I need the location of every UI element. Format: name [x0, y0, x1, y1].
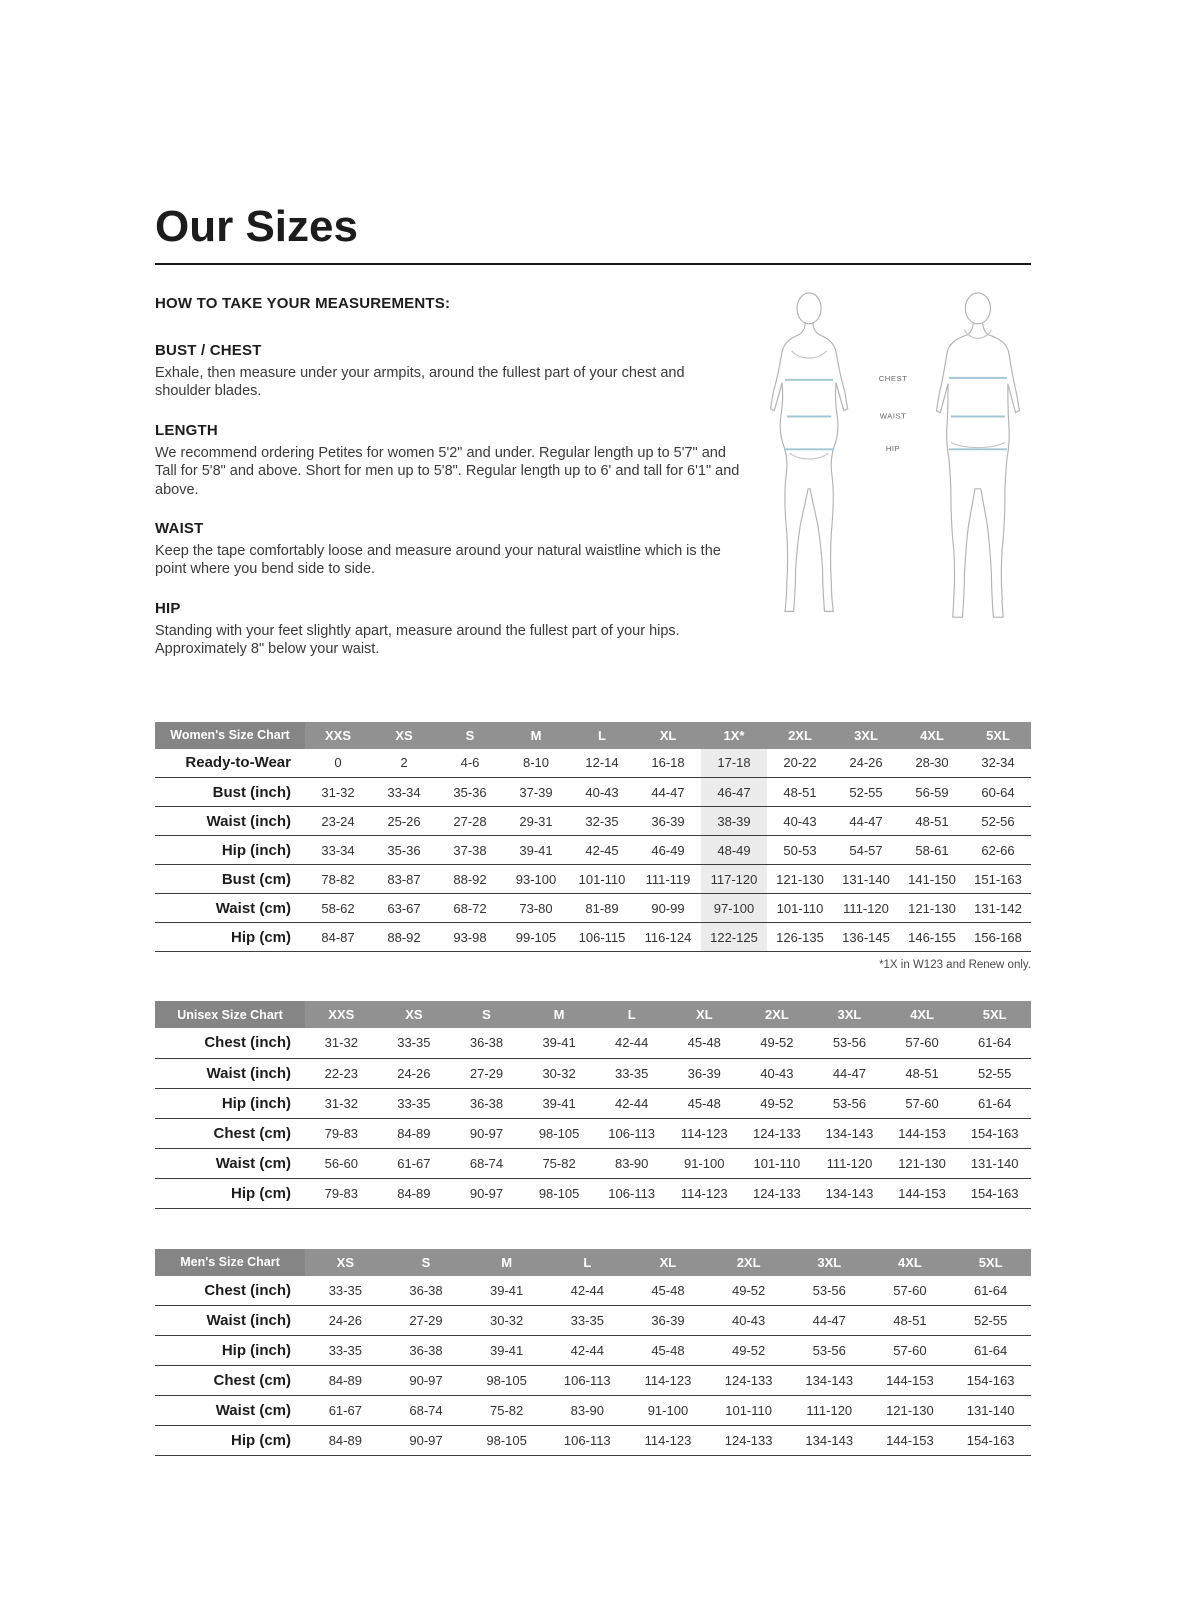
- size-cell: 33-35: [397, 1035, 431, 1051]
- size-cell: 83-90: [595, 1148, 668, 1178]
- size-cell: 124-133: [708, 1366, 789, 1396]
- page-title: Our Sizes: [155, 202, 358, 251]
- size-cell: 106-115: [569, 923, 635, 952]
- size-cell: 111-119: [635, 865, 701, 894]
- size-cell: 24-26: [378, 1058, 451, 1088]
- table-row: [155, 1366, 1031, 1396]
- size-column-header: XXS: [305, 1001, 378, 1028]
- size-cell: 114-123: [628, 1426, 709, 1456]
- size-cell: 131-140: [958, 1148, 1031, 1178]
- size-column-header: 2XL: [741, 1001, 814, 1028]
- size-cell: 40-43: [708, 1306, 789, 1336]
- size-cell: 36-38: [469, 1035, 504, 1051]
- size-cell: 68-74: [450, 1148, 523, 1178]
- size-cell: 31-32: [305, 1088, 378, 1118]
- size-cell: 144-153: [886, 1178, 959, 1208]
- size-cell: 36-38: [450, 1088, 523, 1118]
- size-cell: 44-47: [813, 1058, 886, 1088]
- size-cell: 23-24: [305, 807, 371, 836]
- size-column-header: M: [503, 722, 569, 749]
- size-cell: 24-26: [849, 755, 883, 771]
- size-cell: 0: [334, 755, 342, 771]
- table-row: [155, 1028, 1031, 1058]
- size-cell: 144-153: [870, 1426, 951, 1456]
- size-column-header: XL: [628, 1249, 709, 1276]
- size-cell: 134-143: [789, 1426, 870, 1456]
- table-row: [155, 1148, 1031, 1178]
- size-cell: 98-105: [466, 1366, 547, 1396]
- size-cell: 39-41: [503, 836, 569, 865]
- size-column-header: XXS: [305, 722, 371, 749]
- table-row: [155, 1088, 1031, 1118]
- size-cell: 57-60: [886, 1088, 959, 1118]
- size-column-header: M: [466, 1249, 547, 1276]
- instruction-body: Keep the tape comfortably loose and measure around your natural waistline which is the point where you bend side to side.: [155, 543, 721, 578]
- size-cell: 61-67: [378, 1148, 451, 1178]
- size-column-header: 5XL: [950, 1249, 1031, 1276]
- size-cell: 121-130: [886, 1148, 959, 1178]
- size-cell: 98-105: [523, 1178, 596, 1208]
- size-cell: 48-51: [886, 1058, 959, 1088]
- size-cell: 151-163: [965, 865, 1031, 894]
- size-cell: 124-133: [741, 1178, 814, 1208]
- size-cell: 33-35: [328, 1282, 362, 1298]
- size-cell: 117-120: [701, 865, 767, 894]
- female-figure-outline: [770, 293, 847, 611]
- row-label: Hip (inch): [155, 1088, 305, 1118]
- row-label: Hip (inch): [155, 836, 305, 865]
- size-cell: 52-56: [965, 807, 1031, 836]
- size-cell: 16-18: [651, 755, 685, 771]
- size-cell: 35-36: [371, 836, 437, 865]
- size-cell: 52-55: [958, 1058, 1031, 1088]
- size-cell: 57-60: [893, 1282, 927, 1298]
- size-cell: 93-98: [437, 923, 503, 952]
- size-cell: 58-61: [899, 836, 965, 865]
- size-cell: 68-72: [437, 894, 503, 923]
- size-cell: 98-105: [466, 1426, 547, 1456]
- chest-label: CHEST: [878, 373, 908, 383]
- table-row: [155, 807, 1031, 836]
- size-cell: 84-87: [305, 923, 371, 952]
- size-cell: 40-43: [741, 1058, 814, 1088]
- size-column-header: S: [386, 1249, 467, 1276]
- size-cell: 30-32: [523, 1058, 596, 1088]
- size-cell: 114-123: [668, 1178, 741, 1208]
- size-cell: 156-168: [965, 923, 1031, 952]
- size-cell: 45-48: [687, 1035, 721, 1051]
- size-cell: 93-100: [503, 865, 569, 894]
- size-column-header: 5XL: [965, 722, 1031, 749]
- size-cell: 131-140: [950, 1396, 1031, 1426]
- size-cell: 57-60: [870, 1336, 951, 1366]
- size-cell: 45-48: [628, 1336, 709, 1366]
- size-column-header: L: [595, 1001, 668, 1028]
- table-row: [155, 923, 1031, 952]
- size-cell: 114-123: [628, 1366, 709, 1396]
- size-cell: 121-130: [767, 865, 833, 894]
- table-title: Women's Size Chart: [155, 722, 305, 749]
- size-cell: 33-35: [305, 1336, 386, 1366]
- size-cell: 97-100: [701, 894, 767, 923]
- size-cell: 56-60: [305, 1148, 378, 1178]
- size-cell: 29-31: [503, 807, 569, 836]
- size-cell: 39-41: [542, 1035, 576, 1051]
- size-cell: 4-6: [460, 755, 480, 771]
- size-cell: 36-38: [386, 1336, 467, 1366]
- size-cell: 61-67: [305, 1396, 386, 1426]
- size-cell: 141-150: [899, 865, 965, 894]
- size-cell: 42-45: [569, 836, 635, 865]
- womens-size-chart-table: [155, 722, 1031, 953]
- size-cell: 101-110: [741, 1148, 814, 1178]
- size-cell: 56-59: [899, 778, 965, 807]
- table-row: [155, 1178, 1031, 1208]
- size-cell: 49-52: [731, 1282, 766, 1298]
- table-row: [155, 865, 1031, 894]
- size-cell: 58-62: [305, 894, 371, 923]
- size-chart-footnote: *1X in W123 and Renew only.: [879, 959, 1031, 972]
- instruction-title: BUST / CHEST: [155, 342, 262, 359]
- size-column-header: XS: [371, 722, 437, 749]
- size-cell: 154-163: [958, 1118, 1031, 1148]
- size-cell: 53-56: [789, 1336, 870, 1366]
- instructions-heading: HOW TO TAKE YOUR MEASUREMENTS:: [155, 295, 451, 312]
- table-row: [155, 1396, 1031, 1426]
- size-cell: 63-67: [371, 894, 437, 923]
- instruction-title: HIP: [155, 599, 181, 617]
- size-column-header: S: [437, 722, 503, 749]
- size-cell: 90-97: [450, 1118, 523, 1148]
- size-cell: 84-89: [378, 1178, 451, 1208]
- row-label: Bust (cm): [155, 865, 305, 894]
- table-row: [155, 836, 1031, 865]
- size-cell: 32-34: [981, 755, 1015, 771]
- size-cell: 126-135: [767, 923, 833, 952]
- size-cell: 48-51: [870, 1306, 951, 1336]
- size-cell: 81-89: [569, 894, 635, 923]
- size-cell: 33-34: [305, 836, 371, 865]
- instruction-length: [155, 422, 756, 499]
- instruction-hip: [155, 600, 756, 659]
- size-cell: 48-51: [899, 807, 965, 836]
- size-cell: 154-163: [950, 1366, 1031, 1396]
- size-cell: 154-163: [958, 1178, 1031, 1208]
- table-row: [155, 749, 1031, 778]
- row-label: Chest (cm): [155, 1118, 305, 1148]
- row-label: Waist (cm): [155, 1148, 305, 1178]
- size-cell: 83-90: [547, 1396, 628, 1426]
- instruction-body: Exhale, then measure under your armpits, around the fullest part of your chest and shoulder blades.: [155, 365, 685, 400]
- waist-label: WAIST: [879, 411, 907, 421]
- size-cell: 124-133: [741, 1118, 814, 1148]
- size-cell: 98-105: [523, 1118, 596, 1148]
- size-cell: 27-29: [386, 1306, 467, 1336]
- size-cell: 46-49: [635, 836, 701, 865]
- instruction-title: WAIST: [155, 520, 204, 538]
- size-cell: 101-110: [569, 865, 635, 894]
- size-cell: 134-143: [789, 1366, 870, 1396]
- size-cell: 42-44: [595, 1088, 668, 1118]
- size-cell: 31-32: [324, 1035, 358, 1051]
- size-cell: 42-44: [547, 1336, 628, 1366]
- size-column-header: XL: [635, 722, 701, 749]
- size-cell: 44-47: [635, 778, 701, 807]
- size-cell: 106-113: [547, 1426, 628, 1456]
- size-cell: 61-64: [950, 1336, 1031, 1366]
- size-cell: 36-39: [628, 1306, 709, 1336]
- size-cell: 31-32: [305, 778, 371, 807]
- size-cell: 54-57: [833, 836, 899, 865]
- table-row: [155, 1306, 1031, 1336]
- size-cell: 36-39: [635, 807, 701, 836]
- instruction-body: We recommend ordering Petites for women 5'2" and under. Regular length up to 5'7" and Tall for 5'8" and above. Short for men up to 5'8". Regular length up to 6' and tall for 6'1" and above.: [155, 444, 740, 498]
- size-cell: 30-32: [466, 1306, 547, 1336]
- size-cell: 52-55: [950, 1306, 1031, 1336]
- size-cell: 27-28: [437, 807, 503, 836]
- size-cell: 53-56: [812, 1282, 846, 1298]
- size-cell: 90-99: [635, 894, 701, 923]
- table-row: [155, 1336, 1031, 1366]
- table-row: [155, 1276, 1031, 1306]
- page-content: [155, 0, 1031, 1456]
- size-cell: 44-47: [833, 807, 899, 836]
- table-row: [155, 1058, 1031, 1088]
- size-column-header: S: [450, 1001, 523, 1028]
- size-cell: 8-10: [522, 755, 550, 771]
- size-cell: 32-35: [569, 807, 635, 836]
- size-cell: 90-97: [450, 1178, 523, 1208]
- measurements-section: [155, 295, 1031, 680]
- size-column-header: 2XL: [767, 722, 833, 749]
- size-column-header: XL: [668, 1001, 741, 1028]
- unisex-size-chart-table: [155, 1001, 1031, 1209]
- size-cell: 33-35: [547, 1306, 628, 1336]
- size-cell: 35-36: [437, 778, 503, 807]
- row-label: Chest (cm): [155, 1366, 305, 1396]
- size-cell: 17-18: [701, 749, 767, 778]
- size-cell: 111-120: [833, 894, 899, 923]
- size-cell: 2: [400, 755, 408, 771]
- size-cell: 50-53: [767, 836, 833, 865]
- size-cell: 42-44: [615, 1035, 649, 1051]
- row-label: Waist (inch): [155, 1058, 305, 1088]
- size-cell: 27-29: [450, 1058, 523, 1088]
- size-cell: 61-64: [974, 1282, 1008, 1298]
- size-cell: 99-105: [503, 923, 569, 952]
- size-cell: 46-47: [701, 778, 767, 807]
- size-column-header: 3XL: [813, 1001, 886, 1028]
- size-cell: 12-14: [585, 755, 619, 771]
- size-cell: 68-74: [386, 1396, 467, 1426]
- size-cell: 57-60: [905, 1035, 939, 1051]
- size-cell: 48-49: [701, 836, 767, 865]
- instruction-body: Standing with your feet slightly apart, measure around the fullest part of your hips. Approximately 8" below your waist.: [155, 622, 680, 658]
- row-label: Hip (cm): [155, 1426, 305, 1456]
- instruction-waist: [155, 520, 756, 579]
- size-cell: 75-82: [523, 1148, 596, 1178]
- size-cell: 144-153: [870, 1366, 951, 1396]
- size-cell: 40-43: [767, 807, 833, 836]
- size-cell: 33-34: [371, 778, 437, 807]
- size-column-header: 4XL: [886, 1001, 959, 1028]
- size-cell: 111-120: [813, 1148, 886, 1178]
- size-cell: 131-140: [833, 865, 899, 894]
- size-cell: 111-120: [789, 1396, 870, 1426]
- size-cell: 131-142: [965, 894, 1031, 923]
- size-cell: 79-83: [305, 1178, 378, 1208]
- table-title: Men's Size Chart: [155, 1249, 305, 1276]
- size-cell: 121-130: [870, 1396, 951, 1426]
- size-cell: 91-100: [628, 1396, 709, 1426]
- row-label: Waist (cm): [155, 894, 305, 923]
- size-cell: 134-143: [813, 1178, 886, 1208]
- row-label: Hip (cm): [155, 923, 305, 952]
- size-cell: 42-44: [570, 1282, 604, 1298]
- size-cell: 88-92: [371, 923, 437, 952]
- row-label: Waist (cm): [155, 1396, 305, 1426]
- size-column-header: 2XL: [708, 1249, 789, 1276]
- size-cell: 40-43: [569, 778, 635, 807]
- row-label: Chest (inch): [204, 1281, 291, 1299]
- size-cell: 45-48: [651, 1282, 685, 1298]
- row-label: Waist (inch): [155, 1306, 305, 1336]
- row-label: Hip (cm): [155, 1178, 305, 1208]
- size-cell: 22-23: [305, 1058, 378, 1088]
- size-column-header: 5XL: [958, 1001, 1031, 1028]
- measurement-instructions: [155, 295, 756, 680]
- row-label: Ready-to-Wear: [185, 754, 291, 772]
- size-cell: 122-125: [701, 923, 767, 952]
- size-cell: 106-113: [595, 1118, 668, 1148]
- size-cell: 61-64: [978, 1035, 1012, 1051]
- size-cell: 84-89: [305, 1426, 386, 1456]
- size-cell: 38-39: [701, 807, 767, 836]
- size-cell: 124-133: [708, 1426, 789, 1456]
- size-column-header: XS: [378, 1001, 451, 1028]
- size-cell: 49-52: [741, 1088, 814, 1118]
- size-cell: 75-82: [466, 1396, 547, 1426]
- size-cell: 78-82: [305, 865, 371, 894]
- size-column-header: 4XL: [870, 1249, 951, 1276]
- size-cell: 84-89: [378, 1118, 451, 1148]
- size-cell: 114-123: [668, 1118, 741, 1148]
- size-cell: 37-39: [503, 778, 569, 807]
- size-cell: 121-130: [899, 894, 965, 923]
- size-column-header: L: [547, 1249, 628, 1276]
- table-row: [155, 778, 1031, 807]
- mens-size-chart-table: [155, 1249, 1031, 1457]
- size-cell: 88-92: [437, 865, 503, 894]
- size-cell: 101-110: [708, 1396, 789, 1426]
- size-cell: 84-89: [305, 1366, 386, 1396]
- measurement-figures-illustration: [756, 295, 1031, 680]
- size-cell: 146-155: [899, 923, 965, 952]
- size-cell: 144-153: [886, 1118, 959, 1148]
- size-cell: 62-66: [965, 836, 1031, 865]
- size-column-header: 3XL: [833, 722, 899, 749]
- instruction-bust-chest: [155, 342, 756, 401]
- size-cell: 53-56: [813, 1088, 886, 1118]
- size-cell: 79-83: [305, 1118, 378, 1148]
- size-column-header: M: [523, 1001, 596, 1028]
- size-cell: 39-41: [490, 1282, 524, 1298]
- size-cell: 116-124: [635, 923, 701, 952]
- table-title: Unisex Size Chart: [155, 1001, 305, 1028]
- size-cell: 33-35: [378, 1088, 451, 1118]
- size-cell: 49-52: [708, 1336, 789, 1366]
- size-cell: 61-64: [958, 1088, 1031, 1118]
- size-cell: 106-113: [547, 1366, 628, 1396]
- size-cell: 20-22: [783, 755, 817, 771]
- size-cell: 154-163: [950, 1426, 1031, 1456]
- size-cell: 36-39: [668, 1058, 741, 1088]
- size-column-header: 1X*: [701, 722, 767, 749]
- size-cell: 36-38: [409, 1282, 443, 1298]
- size-cell: 37-38: [437, 836, 503, 865]
- size-column-header: XS: [305, 1249, 386, 1276]
- row-label: Bust (inch): [155, 778, 305, 807]
- size-cell: 44-47: [789, 1306, 870, 1336]
- male-figure-outline: [936, 293, 1019, 617]
- size-cell: 136-145: [833, 923, 899, 952]
- size-cell: 101-110: [767, 894, 833, 923]
- size-cell: 25-26: [371, 807, 437, 836]
- size-cell: 39-41: [466, 1336, 547, 1366]
- size-cell: 33-35: [595, 1058, 668, 1088]
- size-column-header: 3XL: [789, 1249, 870, 1276]
- row-label: Chest (inch): [204, 1034, 291, 1052]
- size-cell: 90-97: [386, 1366, 467, 1396]
- row-label: Hip (inch): [155, 1336, 305, 1366]
- body-figures-graphic: [756, 281, 1031, 633]
- row-label: Waist (inch): [155, 807, 305, 836]
- hip-label: HIP: [885, 444, 901, 454]
- size-column-header: 4XL: [899, 722, 965, 749]
- size-cell: 134-143: [813, 1118, 886, 1148]
- size-cell: 52-55: [833, 778, 899, 807]
- size-cell: 83-87: [371, 865, 437, 894]
- instruction-title: LENGTH: [155, 421, 218, 439]
- size-column-header: L: [569, 722, 635, 749]
- size-cell: 39-41: [523, 1088, 596, 1118]
- size-cell: 106-113: [595, 1178, 668, 1208]
- size-cell: 48-51: [767, 778, 833, 807]
- size-cell: 60-64: [965, 778, 1031, 807]
- size-cell: 45-48: [668, 1088, 741, 1118]
- size-cell: 24-26: [305, 1306, 386, 1336]
- size-cell: 91-100: [668, 1148, 741, 1178]
- size-cell: 49-52: [760, 1035, 794, 1051]
- table-row: [155, 1118, 1031, 1148]
- size-cell: 28-30: [915, 755, 949, 771]
- table-row: [155, 1426, 1031, 1456]
- size-cell: 90-97: [386, 1426, 467, 1456]
- title-divider: [155, 263, 1031, 265]
- size-cell: 53-56: [832, 1035, 867, 1051]
- table-row: [155, 894, 1031, 923]
- size-cell: 73-80: [503, 894, 569, 923]
